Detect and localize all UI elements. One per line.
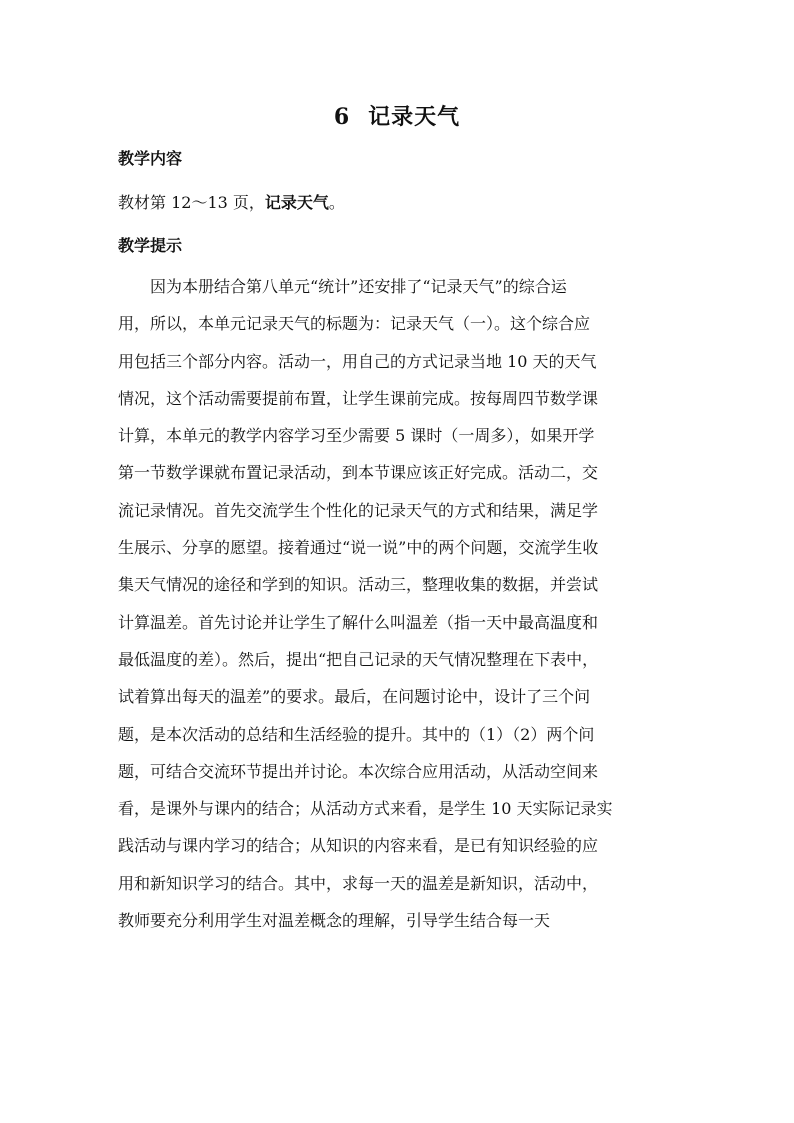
content-text	[118, 190, 345, 213]
content-heading: 教学内容	[118, 149, 183, 168]
paragraph-line: 计算温差。首先讨论并让学生了解什么叫温差（指一天中最高温度和	[118, 612, 599, 632]
paragraph-line: 情况，这个活动需要提前布置，让学生课前完成。按每周四节数学课	[118, 388, 599, 408]
paragraph-line: 用和新知识学习的结合。其中，求每一天的温差是新知识，活动中，	[118, 873, 599, 893]
paragraph-line: 生展示、分享的愿望。接着通过“说一说”中的两个问题，交流学生收	[118, 538, 599, 558]
lesson-title-text: 记录天气	[368, 104, 461, 130]
paragraph-line: 题，可结合交流环节提出并讨论。本次综合应用活动，从活动空间来	[118, 761, 599, 781]
paragraph-line: 流记录情况。首先交流学生个性化的记录天气的方式和结果，满足学	[118, 500, 599, 520]
paragraph-line: 第一节数学课就布置记录活动，到本节课应该正好完成。活动二，交	[118, 463, 599, 483]
hints-paragraph	[118, 268, 678, 939]
paragraph-line: 集天气情况的途径和学到的知识。活动三，整理收集的数据，并尝试	[118, 575, 599, 595]
content-text-suffix: 。	[328, 193, 345, 212]
paragraph-line: 践活动与课内学习的结合；从知识的内容来看，是已有知识经验的应	[118, 836, 599, 856]
content-text-prefix: 教材第 12～13 页，	[118, 193, 265, 212]
paragraph-line: 用包括三个部分内容。活动一，用自己的方式记录当地 10 天的天气	[118, 351, 597, 371]
paragraph-line: 计算，本单元的教学内容学习至少需要 5 课时（一周多），如果开学	[118, 426, 595, 446]
hints-heading: 教学提示	[118, 236, 183, 255]
paragraph-line: 教师要充分利用学生对温差概念的理解，引导学生结合每一天	[118, 911, 551, 931]
paragraph-line: 用，所以，本单元记录天气的标题为：记录天气（一）。这个综合应	[118, 314, 591, 334]
paragraph-line: 试着算出每天的温差”的要求。最后，在问题讨论中，设计了三个问	[118, 687, 591, 707]
lesson-title	[0, 100, 794, 131]
paragraph-line: 题，是本次活动的总结和生活经验的提升。其中的（1）（2）两个问	[118, 724, 595, 744]
paragraph-line: 最低温度的差）。然后，提出“把自己记录的天气情况整理在下表中，	[118, 649, 599, 669]
paragraph-line: 因为本册结合第八单元“统计”还安排了“记录天气”的综合运	[150, 277, 567, 296]
lesson-number: 6	[333, 104, 351, 130]
content-text-bold: 记录天气	[264, 193, 329, 212]
paragraph-line: 看，是课外与课内的结合；从活动方式来看，是学生 10 天实际记录实	[118, 799, 613, 819]
